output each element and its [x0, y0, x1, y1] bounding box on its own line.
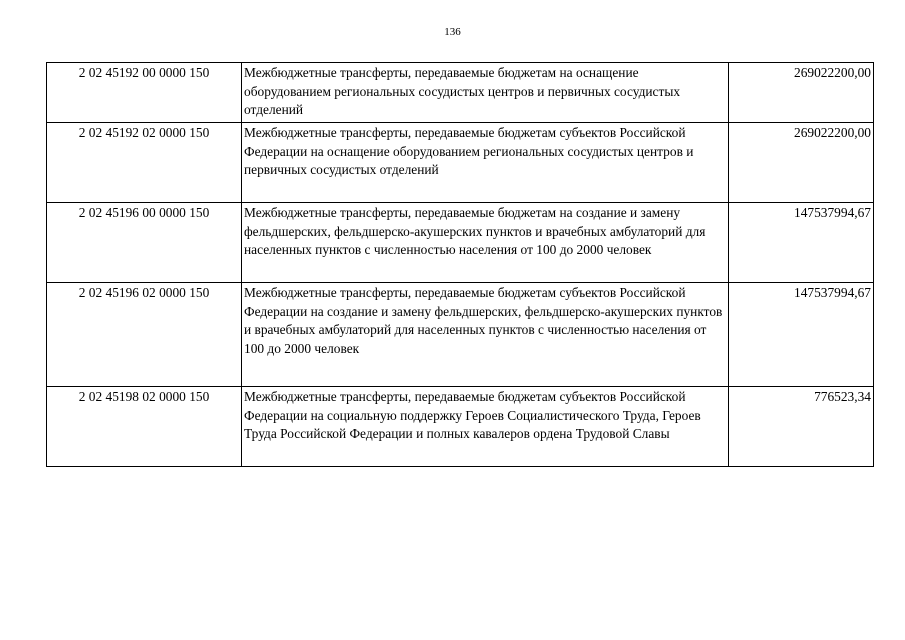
- row-description: Межбюджетные трансферты, передаваемые бюджетам на создание и замену фельдшерских, фельдшерско-акушерских пунктов и врачебных амбулаторий для населенных пунктов с численностью населения от 100 до 2000 человек: [242, 203, 729, 283]
- row-code: 2 02 45196 00 0000 150: [47, 203, 242, 283]
- row-amount: 269022200,00: [729, 123, 874, 203]
- page-number: 136: [444, 26, 461, 38]
- table-row: [47, 123, 874, 203]
- table-row: [47, 63, 874, 123]
- row-code: 2 02 45196 02 0000 150: [47, 283, 242, 387]
- row-description: Межбюджетные трансферты, передаваемые бюджетам субъектов Российской Федерации на социальную поддержку Героев Социалистического Труда, Героев Труда Российской Федерации и полных кавалеров ордена Трудовой Славы: [242, 387, 729, 467]
- row-description: Межбюджетные трансферты, передаваемые бюджетам субъектов Российской Федерации на создание и замену фельдшерских, фельдшерско-акушерских пунктов и врачебных амбулаторий для населенных пунктов с численностью населения от 100 до 2000 человек: [242, 283, 729, 387]
- table-row: [47, 387, 874, 467]
- row-code: 2 02 45192 00 0000 150: [47, 63, 242, 123]
- row-amount: 776523,34: [729, 387, 874, 467]
- table-row: [47, 283, 874, 387]
- budget-table: [46, 62, 874, 467]
- row-amount: 147537994,67: [729, 283, 874, 387]
- row-description: Межбюджетные трансферты, передаваемые бюджетам на оснащение оборудованием региональных сосудистых центров и первичных сосудистых отделений: [242, 63, 729, 123]
- row-description: Межбюджетные трансферты, передаваемые бюджетам субъектов Российской Федерации на оснащение оборудованием региональных сосудистых центров и первичных сосудистых отделений: [242, 123, 729, 203]
- table-row: [47, 203, 874, 283]
- row-code: 2 02 45192 02 0000 150: [47, 123, 242, 203]
- row-code: 2 02 45198 02 0000 150: [47, 387, 242, 467]
- row-amount: 269022200,00: [729, 63, 874, 123]
- row-amount: 147537994,67: [729, 203, 874, 283]
